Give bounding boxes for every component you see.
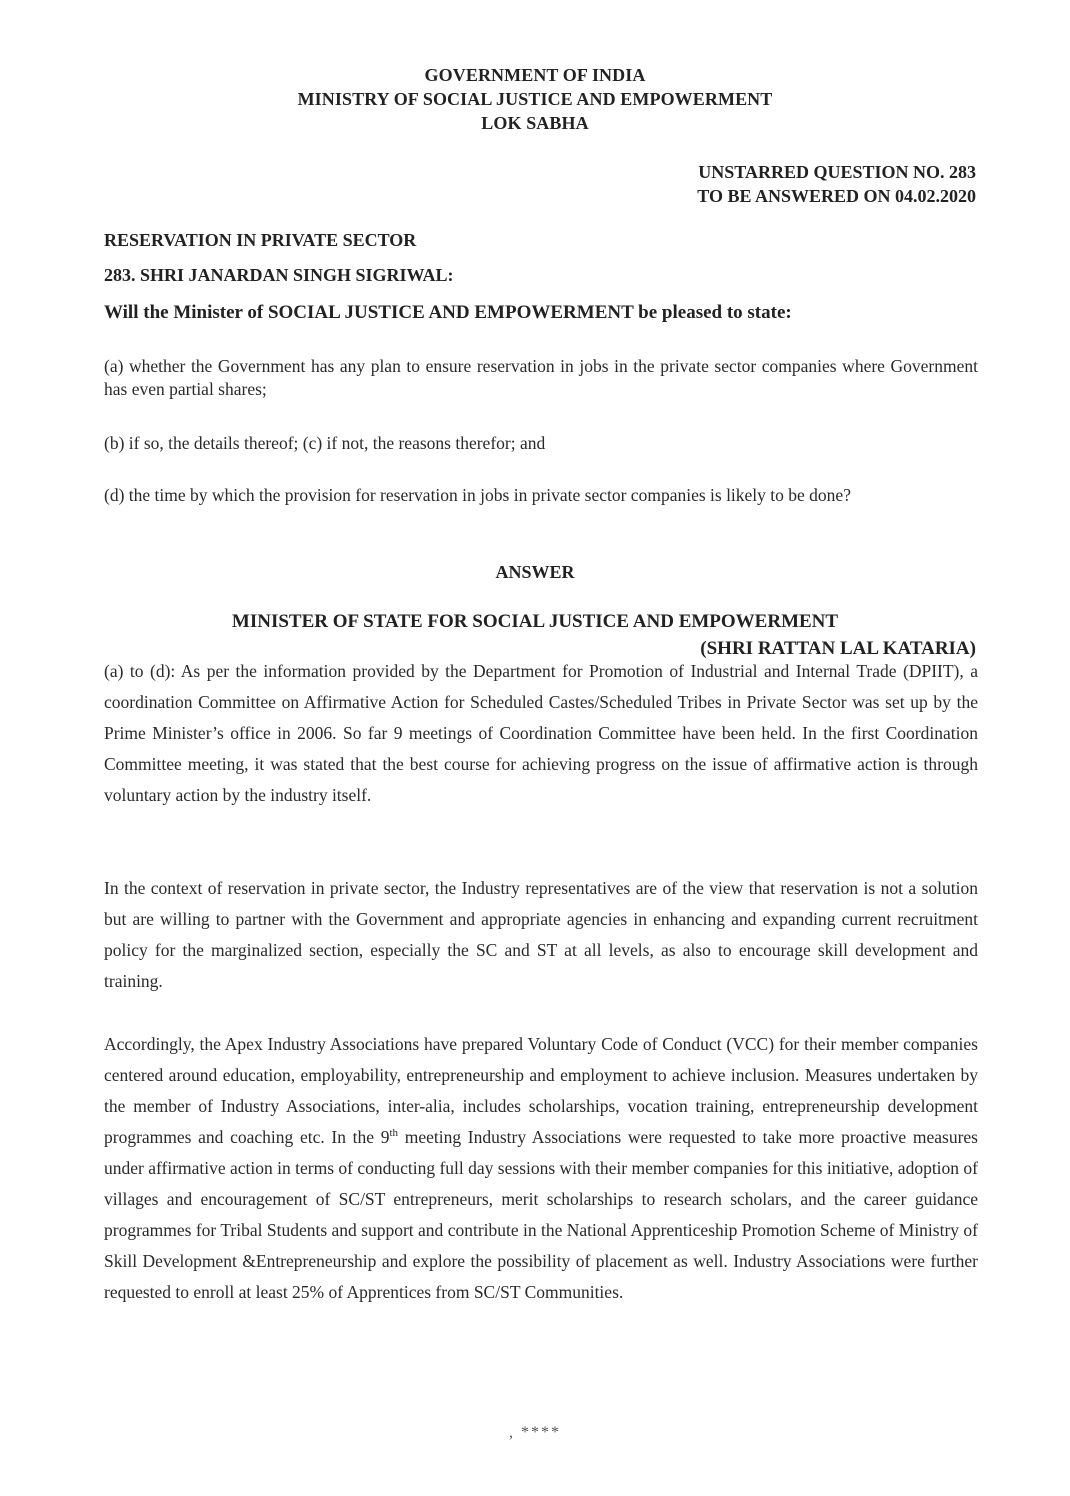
header-ministry: MINISTRY OF SOCIAL JUSTICE AND EMPOWERMENT — [297, 89, 773, 109]
question-part-b-c: (b) if so, the details thereof; (c) if not, the reasons therefor; and — [104, 433, 546, 453]
question-subject: RESERVATION IN PRIVATE SECTOR — [104, 230, 417, 250]
question-number: UNSTARRED QUESTION NO. 283 — [698, 162, 976, 182]
answer-paragraph-3-part-1: Accordingly, the Apex Industry Associations have prepared Voluntary Code of Conduct (VCC) for their member companies centered around education, employability, entrepreneurship and employment to achieve inclusion. Measures undertaken by the member of Industry Associations, inter-alia, includes scholarships, vocation training, entrepreneurship development programmes and coaching etc. In the 9 — [104, 1034, 978, 1147]
answer-paragraph-1: (a) to (d): As per the information provided by the Department for Promotion of Industrial and Internal Trade (DPIIT), a coordination Committee on Affirmative Action for Scheduled Castes/Scheduled Tribes in Private Sector was set up by the Prime Minister’s office in 2006. So far 9 meetings of Coordination Committee have been held. In the first Coordination Committee meeting, it was stated that the best course for achieving progress on the issue of affirmative action is through voluntary action by the industry itself. — [104, 661, 978, 805]
header-government: GOVERNMENT OF INDIA — [424, 65, 646, 85]
question-part-d: (d) the time by which the provision for reservation in jobs in private sector companies is likely to be done? — [104, 485, 851, 505]
end-of-document-marker: , **** — [509, 1424, 561, 1441]
answer-date: TO BE ANSWERED ON 04.02.2020 — [697, 186, 976, 206]
answer-paragraph-3 — [104, 1029, 978, 1308]
minister-title: MINISTER OF STATE FOR SOCIAL JUSTICE AND EMPOWERMENT — [231, 611, 839, 632]
minister-name: (SHRI RATTAN LAL KATARIA) — [700, 638, 976, 659]
answer-paragraph-3-part-2: meeting Industry Associations were requested to take more proactive measures under affirmative action in terms of conducting full day sessions with their member companies for this initiative, adoption of villages and encouragement of SC/ST entrepreneurs, merit scholarships to research scholars, and the career guidance programmes for Tribal Students and support and contribute in the National Apprenticeship Promotion Scheme of Ministry of Skill Development &Entrepreneurship and explore the possibility of placement as well. Industry Associations were further requested to enroll at least 25% of Apprentices from SC/ST Communities. — [104, 1127, 978, 1302]
answer-heading: ANSWER — [495, 562, 575, 582]
question-asker: 283. SHRI JANARDAN SINGH SIGRIWAL: — [104, 265, 454, 285]
question-part-a: (a) whether the Government has any plan to ensure reservation in jobs in the private sector companies where Government has even partial shares; — [104, 356, 978, 399]
ordinal-superscript: th — [389, 1127, 399, 1140]
question-intro: Will the Minister of SOCIAL JUSTICE AND EMPOWERMENT be pleased to state: — [104, 302, 792, 323]
answer-paragraph-2: In the context of reservation in private sector, the Industry representatives are of the view that reservation is not a solution but are willing to partner with the Government and appropriate agencies in enhancing and expanding current recruitment policy for the marginalized section, especially the SC and ST at all levels, as also to encourage skill development and training. — [104, 878, 978, 991]
header-house: LOK SABHA — [481, 113, 589, 133]
